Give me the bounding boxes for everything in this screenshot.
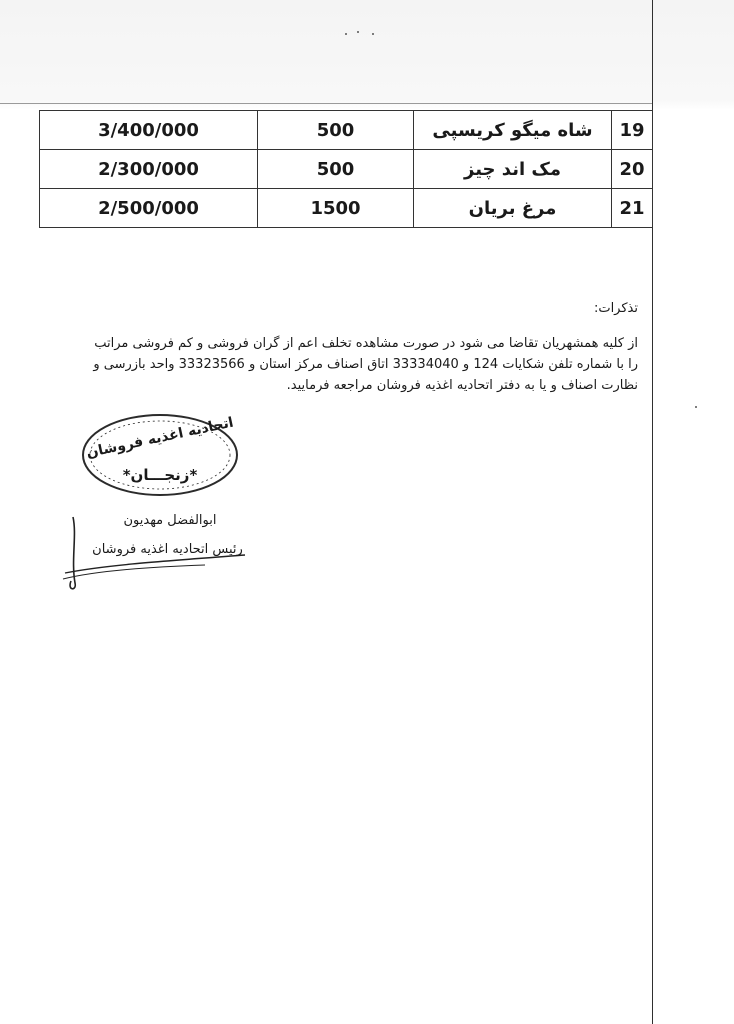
item-name: مک اند چیز (414, 150, 612, 189)
table-row (40, 150, 653, 189)
scan-speck (372, 33, 374, 35)
item-price: 3/400/000 (40, 111, 258, 150)
item-quantity: 500 (258, 111, 414, 150)
signer-title: رئیس اتحادیه اغذیه فروشان (92, 542, 243, 557)
notes-body: از کلیه همشهریان تقاضا می شود در صورت مشاهده تخلف اعم از گران فروشی و کم فروشی مراتب را با شماره تلفن شکایات 124 و 33334040 اتاق اصناف مرکز استان و 33323566 واحد بازرسی و نظارت اصناف و یا به دفتر اتحادیه اغذیه فروشان مراجعه فرمایید. (93, 336, 638, 393)
item-quantity: 1500 (258, 189, 414, 228)
item-name: شاه میگو کریسپی (414, 111, 612, 150)
item-price: 2/500/000 (40, 189, 258, 228)
page-top-edge (0, 103, 652, 104)
row-number: 19 (612, 111, 653, 150)
notes-section (90, 298, 638, 396)
row-number: 20 (612, 150, 653, 189)
notes-heading: تذکرات: (593, 301, 638, 316)
table-row (40, 189, 653, 228)
row-number: 21 (612, 189, 653, 228)
price-table (39, 110, 653, 228)
scan-speck (345, 33, 347, 35)
item-price: 2/300/000 (40, 150, 258, 189)
union-stamp (80, 412, 240, 498)
table-row (40, 111, 653, 150)
scan-speck (695, 406, 697, 408)
scan-speck (357, 31, 359, 33)
stamp-city-text: *زنجـــان* (122, 466, 198, 484)
item-name: مرغ بریان (414, 189, 612, 228)
signer-name: ابوالفضل مهدیون (123, 513, 217, 528)
stamp-org-text: اتحادیه اغذیه فروشان (85, 414, 235, 462)
item-quantity: 500 (258, 150, 414, 189)
